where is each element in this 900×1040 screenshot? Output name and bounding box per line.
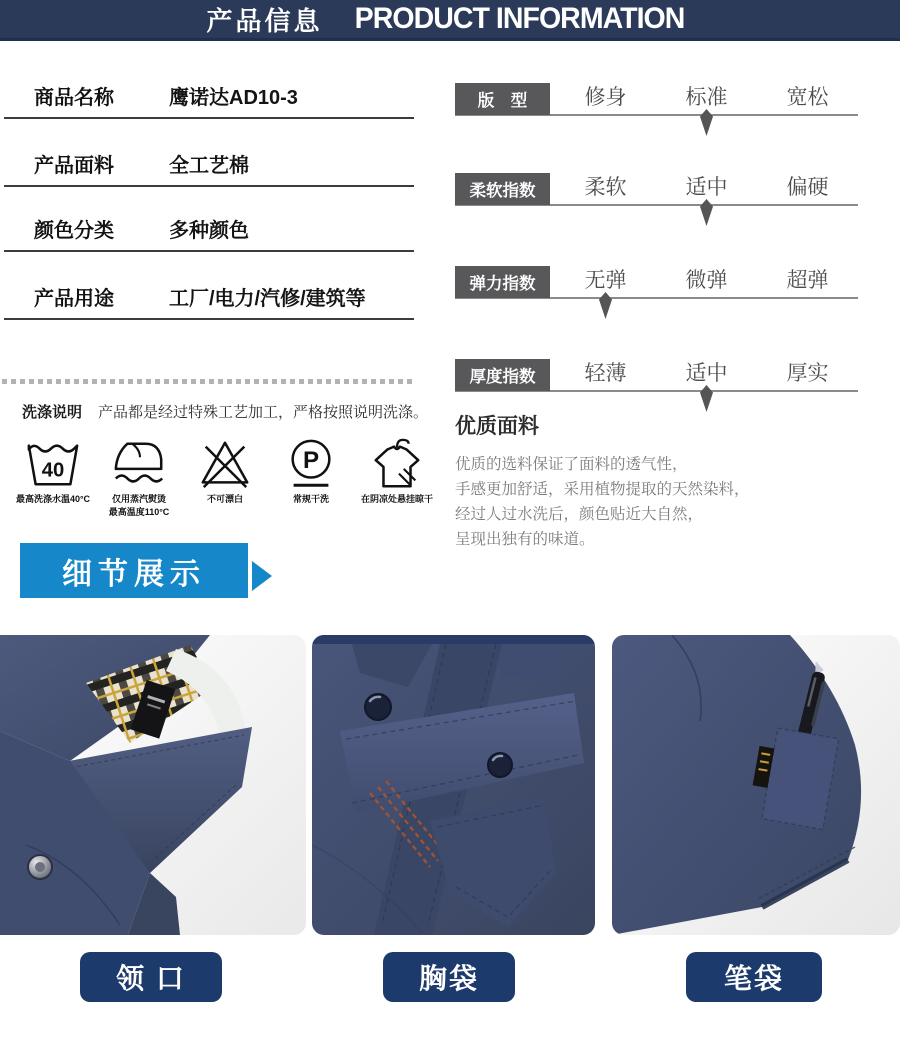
attribute-label: 商品名称 (34, 87, 114, 109)
dry-clean-letter: P (302, 446, 320, 474)
detail-photo-pen-pocket (612, 635, 900, 935)
attribute-value: 鹰诺达AD10-3 (169, 87, 298, 109)
fabric-title: 优质面料 (455, 415, 539, 438)
page-header (0, 0, 900, 41)
fabric-line: 手感更加舒适，采用植物提取的天然染料， (455, 481, 750, 498)
scale-label-badge: 弹力指数 (455, 266, 550, 298)
attribute-label: 产品面料 (34, 155, 114, 177)
wash-40-icon (25, 436, 81, 492)
hang-dry-icon (369, 436, 425, 492)
scale-options (555, 357, 858, 387)
scale-marker-diamond (700, 385, 713, 412)
wash-caption: 最高温度110°C (108, 507, 170, 517)
attribute-row-usage (4, 276, 414, 320)
attribute-row-color (4, 208, 414, 252)
scale-option: 厚实 (786, 362, 829, 385)
scale-marker-diamond (700, 199, 713, 226)
header-title-chinese: 产品信息 (206, 5, 323, 36)
scale-row-elasticity (455, 265, 858, 299)
washing-note-text: 产品都是经过特殊工艺加工，严格按照说明洗涤。 (98, 404, 429, 421)
detail-photo-chest-pocket (312, 635, 595, 935)
fabric-line: 优质的选料保证了面料的透气性， (455, 456, 688, 473)
scale-options (555, 264, 858, 294)
scale-label-badge: 柔软指数 (455, 173, 550, 205)
washing-instructions-note (22, 401, 428, 422)
scale-option: 修身 (584, 86, 627, 109)
details-banner: 细节展示 (20, 543, 248, 598)
washing-label: 洗涤说明 (22, 404, 83, 421)
fabric-section (455, 410, 890, 552)
scale-option: 柔软 (584, 176, 627, 199)
wash-item (356, 436, 438, 518)
scale-option: 适中 (685, 176, 728, 199)
attribute-row-product-name (4, 75, 414, 119)
scale-row-softness (455, 172, 858, 206)
scale-marker-diamond (599, 292, 612, 319)
wash-caption: 最高洗涤水温40°C (15, 494, 91, 504)
banner-arrow-icon (252, 561, 272, 591)
scale-row-thickness (455, 358, 858, 392)
tag-collar: 领 口 (80, 952, 222, 1002)
attribute-label: 颜色分类 (34, 220, 114, 242)
wash-caption: 仅用蒸汽熨烫 (111, 494, 166, 504)
dashed-divider (2, 379, 416, 384)
scale-option: 轻薄 (584, 362, 627, 385)
scale-label-badge: 版 型 (455, 83, 550, 115)
scale-option: 微弹 (685, 269, 728, 292)
fabric-line: 呈现出独有的味道。 (455, 531, 595, 548)
tag-chest-pocket: 胸袋 (383, 952, 515, 1002)
scale-option: 适中 (685, 362, 728, 385)
attribute-row-fabric (4, 143, 414, 187)
attribute-value: 多种颜色 (169, 220, 249, 242)
scale-option: 偏硬 (786, 176, 829, 199)
dry-clean-icon (283, 436, 339, 492)
no-bleach-icon (197, 436, 253, 492)
scale-option: 标准 (685, 86, 728, 109)
detail-photo-collar (0, 635, 306, 935)
wash-caption: 在阴凉处悬挂晾干 (360, 494, 433, 504)
scale-option: 超弹 (786, 269, 829, 292)
wash-item (12, 436, 94, 518)
wash-caption: 不可漂白 (206, 494, 243, 504)
steam-iron-icon (111, 436, 167, 492)
attribute-label: 产品用途 (34, 288, 114, 310)
wash-item (270, 436, 352, 518)
attribute-value: 全工艺棉 (169, 155, 249, 177)
wash-item (98, 436, 180, 518)
scale-option: 无弹 (584, 269, 627, 292)
washing-icons-row (12, 436, 438, 518)
scale-options (555, 81, 858, 111)
scale-label-badge: 厚度指数 (455, 359, 550, 391)
wash-temp-number: 40 (41, 459, 65, 482)
tag-pen-pocket: 笔袋 (686, 952, 822, 1002)
scale-option: 宽松 (786, 86, 829, 109)
wash-item (184, 436, 266, 518)
scale-row-fit (455, 82, 858, 116)
wash-caption: 常规干洗 (292, 494, 329, 504)
scale-options (555, 171, 858, 201)
scale-marker-diamond (700, 109, 713, 136)
fabric-line: 经过人过水洗后，颜色贴近大自然， (455, 506, 704, 523)
header-title-english: PRODUCT INFORMATION (355, 2, 685, 35)
attribute-value: 工厂/电力/汽修/建筑等 (169, 288, 366, 310)
